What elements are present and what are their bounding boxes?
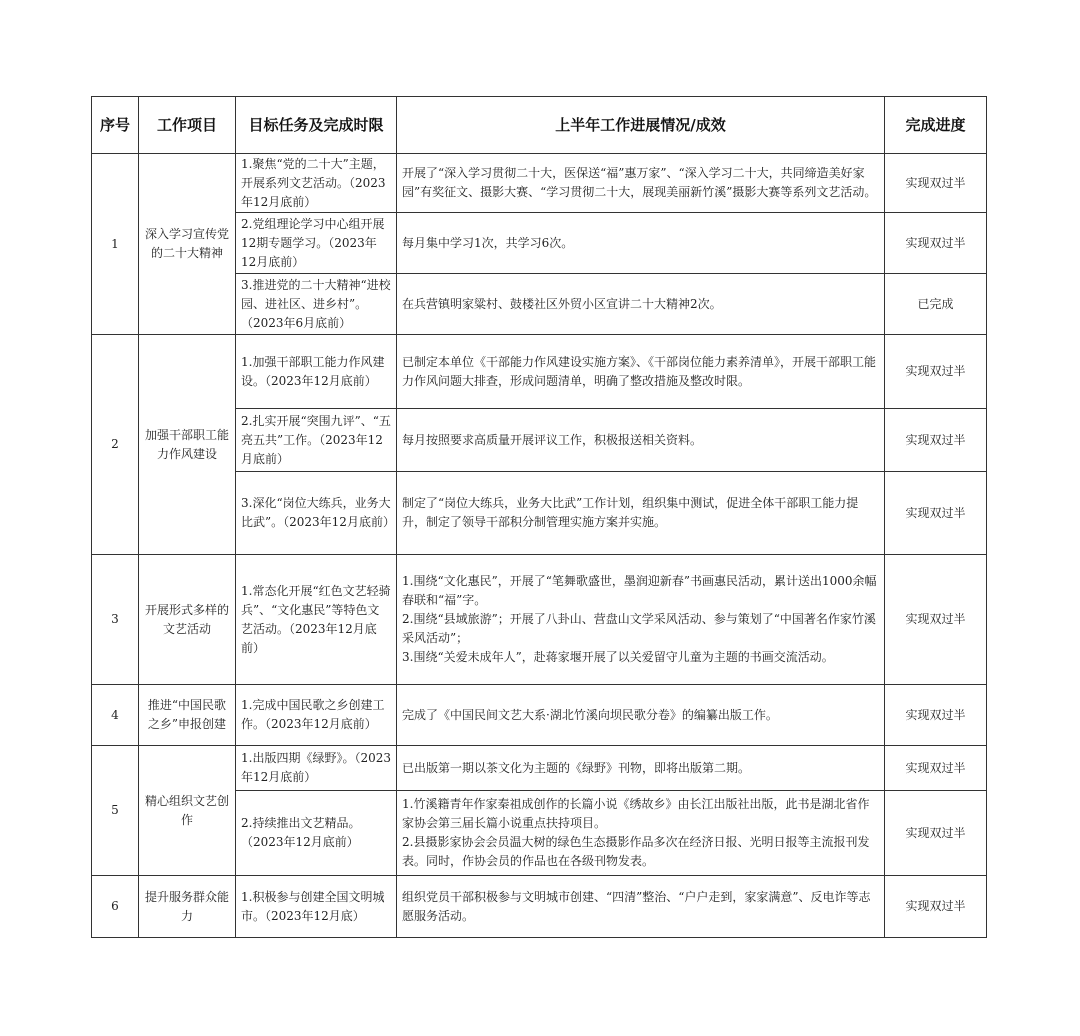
completion-status: 实现双过半: [885, 154, 987, 213]
progress-text: 2.县摄影家协会会员温大树的绿色生态摄影作品多次在经济日报、光明日报等主流报刊发表。同时，作协会员的作品也在各级刊物发表。: [402, 835, 870, 868]
header-project: 工作项目: [139, 97, 236, 154]
progress-cell: [397, 335, 885, 409]
item-number: 2: [92, 335, 139, 555]
completion-status: 实现双过半: [885, 876, 987, 938]
target-task: 2.扎实开展“突围九评”、“五亮五共”工作。（2023年12月底前）: [236, 409, 397, 472]
completion-status: 实现双过半: [885, 472, 987, 555]
table-row: [92, 876, 987, 938]
item-number: 4: [92, 685, 139, 746]
progress-text: 2.围绕“县域旅游”；开展了八卦山、营盘山文学采风活动、参与策划了“中国著名作家竹溪采风活动”；: [402, 612, 876, 645]
progress-cell: [397, 791, 885, 876]
target-task: 3.深化“岗位大练兵，业务大比武”。（2023年12月底前）: [236, 472, 397, 555]
progress-text: 在兵营镇明家粱村、鼓楼社区外贸小区宣讲二十大精神2次。: [402, 296, 722, 311]
target-task: 2.党组理论学习中心组开展12期专题学习。（2023年12月底前）: [236, 213, 397, 274]
header-no: 序号: [92, 97, 139, 154]
table-row: [92, 746, 987, 791]
table-row: [92, 555, 987, 685]
header-status: 完成进度: [885, 97, 987, 154]
completion-status: 已完成: [885, 274, 987, 335]
progress-text: 每月按照要求高质量开展评议工作，积极报送相关资料。: [402, 432, 703, 447]
work-project: 精心组织文艺创作: [139, 746, 236, 876]
work-project: 开展形式多样的文艺活动: [139, 555, 236, 685]
header-row: [92, 97, 987, 154]
header-progress: 上半年工作进展情况/成效: [397, 97, 885, 154]
completion-status: 实现双过半: [885, 335, 987, 409]
progress-cell: [397, 154, 885, 213]
target-task: 1.完成中国民歌之乡创建工作。（2023年12月底前）: [236, 685, 397, 746]
table-row: [92, 154, 987, 213]
progress-cell: [397, 555, 885, 685]
work-project: 深入学习宣传党的二十大精神: [139, 154, 236, 335]
target-task: 3.推进党的二十大精神“进校园、进社区、进乡村”。（2023年6月底前）: [236, 274, 397, 335]
progress-cell: [397, 274, 885, 335]
completion-status: 实现双过半: [885, 555, 987, 685]
progress-text: 完成了《中国民间文艺大系·湖北竹溪向坝民歌分卷》的编纂出版工作。: [402, 707, 778, 722]
progress-cell: [397, 685, 885, 746]
progress-cell: [397, 472, 885, 555]
table-body: [92, 154, 987, 938]
progress-text: 1.围绕“文化惠民”，开展了“笔舞歌盛世，墨润迎新春”书画惠民活动，累计送出1000余幅春联和“福”字。: [402, 574, 877, 607]
header-target: 目标任务及完成时限: [236, 97, 397, 154]
progress-text: 已制定本单位《干部能力作风建设实施方案》、《干部岗位能力素养清单》，开展干部职工能力作风问题大排查，形成问题清单，明确了整改措施及整改时限。: [402, 354, 877, 388]
progress-text: 3.围绕“关爱未成年人”，赴蒋家堰开展了以关爱留守儿童为主题的书画交流活动。: [402, 650, 834, 664]
work-project: 推进“中国民歌之乡”申报创建: [139, 685, 236, 746]
completion-status: 实现双过半: [885, 409, 987, 472]
completion-status: 实现双过半: [885, 746, 987, 791]
progress-text: 每月集中学习1次，共学习6次。: [402, 235, 574, 250]
progress-text: 制定了“岗位大练兵，业务大比武”工作计划，组织集中测试，促进全体干部职工能力提升，制定了领导干部积分制管理实施方案并实施。: [402, 496, 859, 529]
target-task: 1.积极参与创建全国文明城市。（2023年12月底）: [236, 876, 397, 938]
target-task: 1.加强干部职工能力作风建设。（2023年12月底前）: [236, 335, 397, 409]
table-row: [92, 685, 987, 746]
progress-cell: [397, 876, 885, 938]
progress-cell: [397, 409, 885, 472]
work-project: 加强干部职工能力作风建设: [139, 335, 236, 555]
table-row: [92, 335, 987, 409]
work-project: 提升服务群众能力: [139, 876, 236, 938]
progress-text: 1.竹溪籍青年作家秦祖成创作的长篇小说《绣故乡》由长江出版社出版，此书是湖北省作家协会第三届长篇小说重点扶持项目。: [402, 797, 870, 830]
completion-status: 实现双过半: [885, 791, 987, 876]
completion-status: 实现双过半: [885, 685, 987, 746]
completion-status: 实现双过半: [885, 213, 987, 274]
item-number: 1: [92, 154, 139, 335]
work-progress-table: [91, 96, 987, 938]
item-number: 6: [92, 876, 139, 938]
target-task: 1.聚焦“党的二十大”主题，开展系列文艺活动。（2023年12月底前）: [236, 154, 397, 213]
progress-text: 已出版第一期以茶文化为主题的《绿野》刊物，即将出版第二期。: [402, 760, 751, 775]
item-number: 3: [92, 555, 139, 685]
item-number: 5: [92, 746, 139, 876]
target-task: 2.持续推出文艺精品。（2023年12月底前）: [236, 791, 397, 876]
target-task: 1.常态化开展“红色文艺轻骑兵”、“文化惠民”等特色文艺活动。（2023年12月底前）: [236, 555, 397, 685]
progress-cell: [397, 213, 885, 274]
progress-cell: [397, 746, 885, 791]
target-task: 1.出版四期《绿野》。（2023年12月底前）: [236, 746, 397, 791]
progress-text: 组织党员干部积极参与文明城市创建、“四清”整治、“户户走到，家家满意”、反电诈等志愿服务活动。: [402, 889, 871, 923]
progress-text: 开展了“深入学习贯彻二十大，医保送“福”惠万家”、“深入学习二十大，共同缔造美好家园”有奖征文、摄影大赛、“学习贯彻二十大，展现美丽新竹溪”摄影大赛等系列文艺活动。: [402, 166, 877, 199]
